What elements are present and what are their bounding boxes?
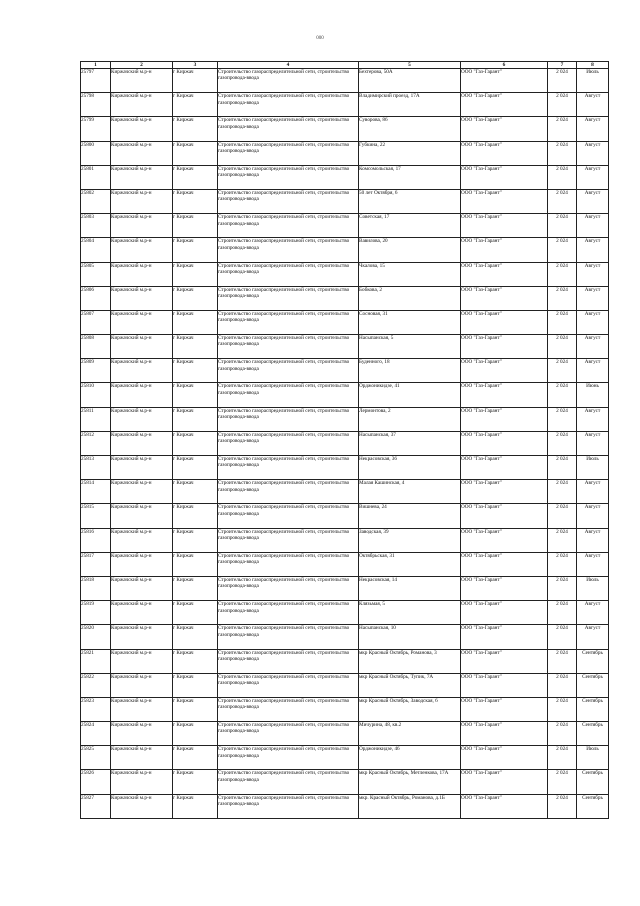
city-cell: г Киржач: [173, 625, 218, 649]
contractor-cell: ООО "Газ-Гарант": [461, 359, 548, 383]
table-row: [81, 141, 609, 165]
district-cell: Киржачский м.р-н: [111, 310, 173, 334]
work-description-cell: Строительство газораспределительной сети, строительство газопровода-ввода: [218, 238, 359, 262]
row-id: 25807: [81, 310, 111, 334]
address-cell: Некрасовская, 14: [359, 576, 461, 600]
contractor-cell: ООО "Газ-Гарант": [461, 69, 548, 93]
table-row: [81, 93, 609, 117]
table-row: [81, 214, 609, 238]
table-row: [81, 576, 609, 600]
district-cell: Киржачский м.р-н: [111, 552, 173, 576]
row-id: 25801: [81, 165, 111, 189]
work-description-cell: Строительство газораспределительной сети, строительство газопровода-ввода: [218, 359, 359, 383]
address-cell: Лермонтова, 2: [359, 407, 461, 431]
city-cell: г Киржач: [173, 504, 218, 528]
month-cell: Июнь: [577, 383, 609, 407]
city-cell: г Киржач: [173, 649, 218, 673]
district-cell: Киржачский м.р-н: [111, 673, 173, 697]
table-row: [81, 407, 609, 431]
table-row: [81, 794, 609, 818]
month-cell: Август: [577, 407, 609, 431]
register-table: [80, 61, 609, 819]
row-id: 25797: [81, 69, 111, 93]
address-cell: Малая Кашинская, 4: [359, 480, 461, 504]
month-cell: Август: [577, 625, 609, 649]
page-number: 000: [316, 36, 324, 41]
table-row: [81, 770, 609, 794]
work-description-cell: Строительство газораспределительной сети, строительство газопровода-ввода: [218, 407, 359, 431]
work-description-cell: Строительство газораспределительной сети, строительство газопровода-ввода: [218, 189, 359, 213]
work-description-cell: Строительство газораспределительной сети, строительство газопровода-ввода: [218, 480, 359, 504]
city-cell: г Киржач: [173, 794, 218, 818]
year-cell: 2 024: [548, 262, 577, 286]
work-description-cell: Строительство газораспределительной сети, строительство газопровода-ввода: [218, 456, 359, 480]
district-cell: Киржачский м.р-н: [111, 601, 173, 625]
address-cell: Мичурина, 48, кв.2: [359, 722, 461, 746]
year-cell: 2 024: [548, 528, 577, 552]
address-cell: Некрасовская, 36: [359, 456, 461, 480]
row-id: 25799: [81, 117, 111, 141]
table-row: [81, 528, 609, 552]
year-cell: 2 024: [548, 335, 577, 359]
year-cell: 2 024: [548, 238, 577, 262]
city-cell: г Киржач: [173, 528, 218, 552]
month-cell: Август: [577, 504, 609, 528]
row-id: 25822: [81, 673, 111, 697]
year-cell: 2 024: [548, 504, 577, 528]
city-cell: г Киржач: [173, 165, 218, 189]
row-id: 25814: [81, 480, 111, 504]
contractor-cell: ООО "Газ-Гарант": [461, 746, 548, 770]
year-cell: 2 024: [548, 359, 577, 383]
column-header: 4: [218, 62, 359, 69]
row-id: 25806: [81, 286, 111, 310]
table-row: [81, 286, 609, 310]
column-header: 8: [577, 62, 609, 69]
contractor-cell: ООО "Газ-Гарант": [461, 576, 548, 600]
table-row: [81, 722, 609, 746]
column-header: 2: [111, 62, 173, 69]
year-cell: 2 024: [548, 625, 577, 649]
row-id: 25818: [81, 576, 111, 600]
year-cell: 2 024: [548, 673, 577, 697]
row-id: 25821: [81, 649, 111, 673]
contractor-cell: ООО "Газ-Гарант": [461, 383, 548, 407]
contractor-cell: ООО "Газ-Гарант": [461, 214, 548, 238]
year-cell: 2 024: [548, 165, 577, 189]
work-description-cell: Строительство газораспределительной сети, строительство газопровода-ввода: [218, 165, 359, 189]
table-row: [81, 649, 609, 673]
table-row: [81, 431, 609, 455]
table-row: [81, 165, 609, 189]
district-cell: Киржачский м.р-н: [111, 625, 173, 649]
city-cell: г Киржач: [173, 262, 218, 286]
work-description-cell: Строительство газораспределительной сети, строительство газопровода-ввода: [218, 625, 359, 649]
row-id: 25817: [81, 552, 111, 576]
month-cell: Август: [577, 480, 609, 504]
month-cell: Август: [577, 552, 609, 576]
month-cell: Июль: [577, 576, 609, 600]
contractor-cell: ООО "Газ-Гарант": [461, 335, 548, 359]
work-description-cell: Строительство газораспределительной сети, строительство газопровода-ввода: [218, 214, 359, 238]
district-cell: Киржачский м.р-н: [111, 746, 173, 770]
table-row: [81, 746, 609, 770]
district-cell: Киржачский м.р-н: [111, 165, 173, 189]
city-cell: г Киржач: [173, 480, 218, 504]
row-id: 25812: [81, 431, 111, 455]
table-row: [81, 601, 609, 625]
row-id: 25823: [81, 697, 111, 721]
contractor-cell: ООО "Газ-Гарант": [461, 262, 548, 286]
month-cell: Август: [577, 359, 609, 383]
address-cell: Насыпанская, 37: [359, 431, 461, 455]
year-cell: 2 024: [548, 407, 577, 431]
table-row: [81, 310, 609, 334]
work-description-cell: Строительство газораспределительной сети, строительство газопровода-ввода: [218, 649, 359, 673]
district-cell: Киржачский м.р-н: [111, 504, 173, 528]
row-id: 25805: [81, 262, 111, 286]
year-cell: 2 024: [548, 649, 577, 673]
work-description-cell: Строительство газораспределительной сети, строительство газопровода-ввода: [218, 794, 359, 818]
district-cell: Киржачский м.р-н: [111, 214, 173, 238]
year-cell: 2 024: [548, 794, 577, 818]
year-cell: 2 024: [548, 383, 577, 407]
month-cell: Август: [577, 431, 609, 455]
row-id: 25811: [81, 407, 111, 431]
city-cell: г Киржач: [173, 383, 218, 407]
month-cell: Август: [577, 189, 609, 213]
contractor-cell: ООО "Газ-Гарант": [461, 552, 548, 576]
district-cell: Киржачский м.р-н: [111, 722, 173, 746]
district-cell: Киржачский м.р-н: [111, 141, 173, 165]
contractor-cell: ООО "Газ-Гарант": [461, 770, 548, 794]
contractor-cell: ООО "Газ-Гарант": [461, 625, 548, 649]
row-id: 25804: [81, 238, 111, 262]
work-description-cell: Строительство газораспределительной сети, строительство газопровода-ввода: [218, 722, 359, 746]
table-row: [81, 625, 609, 649]
district-cell: Киржачский м.р-н: [111, 286, 173, 310]
district-cell: Киржачский м.р-н: [111, 69, 173, 93]
address-cell: Вишнева, 24: [359, 504, 461, 528]
table-row: [81, 673, 609, 697]
month-cell: Сентябрь: [577, 770, 609, 794]
address-cell: мкр. Красный Октябрь, Романова, д.1Б: [359, 794, 461, 818]
city-cell: г Киржач: [173, 770, 218, 794]
year-cell: 2 024: [548, 480, 577, 504]
city-cell: г Киржач: [173, 673, 218, 697]
address-cell: мкр Красный Октябрь, Метленкова, 17А: [359, 770, 461, 794]
contractor-cell: ООО "Газ-Гарант": [461, 310, 548, 334]
district-cell: Киржачский м.р-н: [111, 576, 173, 600]
contractor-cell: ООО "Газ-Гарант": [461, 456, 548, 480]
table-row: [81, 238, 609, 262]
year-cell: 2 024: [548, 697, 577, 721]
district-cell: Киржачский м.р-н: [111, 335, 173, 359]
column-header: 7: [548, 62, 577, 69]
city-cell: г Киржач: [173, 238, 218, 262]
month-cell: Июль: [577, 746, 609, 770]
city-cell: г Киржач: [173, 746, 218, 770]
row-id: 25826: [81, 770, 111, 794]
work-description-cell: Строительство газораспределительной сети, строительство газопровода-ввода: [218, 141, 359, 165]
address-cell: Орджоникидзе, 41: [359, 383, 461, 407]
work-description-cell: Строительство газораспределительной сети, строительство газопровода-ввода: [218, 697, 359, 721]
address-cell: Орджоникидзе, 46: [359, 746, 461, 770]
year-cell: 2 024: [548, 69, 577, 93]
district-cell: Киржачский м.р-н: [111, 262, 173, 286]
city-cell: г Киржач: [173, 69, 218, 93]
table-row: [81, 189, 609, 213]
month-cell: Сентябрь: [577, 697, 609, 721]
contractor-cell: ООО "Газ-Гарант": [461, 528, 548, 552]
row-id: 25800: [81, 141, 111, 165]
row-id: 25815: [81, 504, 111, 528]
city-cell: г Киржач: [173, 214, 218, 238]
city-cell: г Киржач: [173, 335, 218, 359]
contractor-cell: ООО "Газ-Гарант": [461, 431, 548, 455]
year-cell: 2 024: [548, 141, 577, 165]
work-description-cell: Строительство газораспределительной сети, строительство газопровода-ввода: [218, 69, 359, 93]
district-cell: Киржачский м.р-н: [111, 189, 173, 213]
work-description-cell: Строительство газораспределительной сети, строительство газопровода-ввода: [218, 286, 359, 310]
table-row: [81, 480, 609, 504]
table-row: [81, 552, 609, 576]
row-id: 25810: [81, 383, 111, 407]
month-cell: Август: [577, 335, 609, 359]
table-row: [81, 504, 609, 528]
row-id: 25813: [81, 456, 111, 480]
year-cell: 2 024: [548, 286, 577, 310]
work-description-cell: Строительство газораспределительной сети, строительство газопровода-ввода: [218, 673, 359, 697]
district-cell: Киржачский м.р-н: [111, 528, 173, 552]
address-cell: Сосновая, 31: [359, 310, 461, 334]
table-row: [81, 456, 609, 480]
address-cell: Насыпанская, 5: [359, 335, 461, 359]
work-description-cell: Строительство газораспределительной сети, строительство газопровода-ввода: [218, 576, 359, 600]
district-cell: Киржачский м.р-н: [111, 456, 173, 480]
month-cell: Август: [577, 528, 609, 552]
year-cell: 2 024: [548, 576, 577, 600]
row-id: 25820: [81, 625, 111, 649]
work-description-cell: Строительство газораспределительной сети, строительство газопровода-ввода: [218, 770, 359, 794]
month-cell: Август: [577, 93, 609, 117]
table-row: [81, 383, 609, 407]
row-id: 25825: [81, 746, 111, 770]
contractor-cell: ООО "Газ-Гарант": [461, 673, 548, 697]
address-cell: Клязьмая, 5: [359, 601, 461, 625]
month-cell: Август: [577, 141, 609, 165]
address-cell: Суворова, 86: [359, 117, 461, 141]
table-row: [81, 335, 609, 359]
address-cell: Владимирский проезд, 17А: [359, 93, 461, 117]
column-header: 6: [461, 62, 548, 69]
address-cell: 50 лет Октября, 6: [359, 189, 461, 213]
contractor-cell: ООО "Газ-Гарант": [461, 286, 548, 310]
contractor-cell: ООО "Газ-Гарант": [461, 601, 548, 625]
row-id: 25824: [81, 722, 111, 746]
city-cell: г Киржач: [173, 601, 218, 625]
contractor-cell: ООО "Газ-Гарант": [461, 189, 548, 213]
district-cell: Киржачский м.р-н: [111, 697, 173, 721]
month-cell: Сентябрь: [577, 722, 609, 746]
year-cell: 2 024: [548, 722, 577, 746]
column-header: 5: [359, 62, 461, 69]
district-cell: Киржачский м.р-н: [111, 383, 173, 407]
year-cell: 2 024: [548, 93, 577, 117]
work-description-cell: Строительство газораспределительной сети, строительство газопровода-ввода: [218, 93, 359, 117]
table-row: [81, 69, 609, 93]
row-id: 25819: [81, 601, 111, 625]
month-cell: Август: [577, 310, 609, 334]
district-cell: Киржачский м.р-н: [111, 359, 173, 383]
contractor-cell: ООО "Газ-Гарант": [461, 407, 548, 431]
contractor-cell: ООО "Газ-Гарант": [461, 93, 548, 117]
month-cell: Август: [577, 238, 609, 262]
contractor-cell: ООО "Газ-Гарант": [461, 141, 548, 165]
header-row: [81, 62, 609, 69]
table-row: [81, 262, 609, 286]
year-cell: 2 024: [548, 552, 577, 576]
district-cell: Киржачский м.р-н: [111, 770, 173, 794]
work-description-cell: Строительство газораспределительной сети, строительство газопровода-ввода: [218, 262, 359, 286]
address-cell: мкр Красный Октябрь, Заводская, 6: [359, 697, 461, 721]
row-id: 25809: [81, 359, 111, 383]
year-cell: 2 024: [548, 214, 577, 238]
city-cell: г Киржач: [173, 407, 218, 431]
contractor-cell: ООО "Газ-Гарант": [461, 480, 548, 504]
city-cell: г Киржач: [173, 286, 218, 310]
month-cell: Август: [577, 286, 609, 310]
row-id: 25827: [81, 794, 111, 818]
month-cell: Август: [577, 601, 609, 625]
city-cell: г Киржач: [173, 697, 218, 721]
address-cell: Октябрьская, 31: [359, 552, 461, 576]
year-cell: 2 024: [548, 117, 577, 141]
city-cell: г Киржач: [173, 456, 218, 480]
work-description-cell: Строительство газораспределительной сети, строительство газопровода-ввода: [218, 383, 359, 407]
year-cell: 2 024: [548, 310, 577, 334]
contractor-cell: ООО "Газ-Гарант": [461, 722, 548, 746]
address-cell: Вавилова, 20: [359, 238, 461, 262]
row-id: 25798: [81, 93, 111, 117]
year-cell: 2 024: [548, 456, 577, 480]
work-description-cell: Строительство газораспределительной сети, строительство газопровода-ввода: [218, 528, 359, 552]
city-cell: г Киржач: [173, 310, 218, 334]
column-header: 1: [81, 62, 111, 69]
city-cell: г Киржач: [173, 359, 218, 383]
address-cell: Губкина, 22: [359, 141, 461, 165]
month-cell: Сентябрь: [577, 649, 609, 673]
city-cell: г Киржач: [173, 552, 218, 576]
work-description-cell: Строительство газораспределительной сети, строительство газопровода-ввода: [218, 552, 359, 576]
row-id: 25803: [81, 214, 111, 238]
district-cell: Киржачский м.р-н: [111, 649, 173, 673]
month-cell: Июль: [577, 69, 609, 93]
month-cell: Август: [577, 214, 609, 238]
district-cell: Киржачский м.р-н: [111, 431, 173, 455]
table-row: [81, 359, 609, 383]
row-id: 25802: [81, 189, 111, 213]
work-description-cell: Строительство газораспределительной сети, строительство газопровода-ввода: [218, 504, 359, 528]
year-cell: 2 024: [548, 746, 577, 770]
contractor-cell: ООО "Газ-Гарант": [461, 238, 548, 262]
month-cell: Август: [577, 117, 609, 141]
address-cell: Комсомольская, 17: [359, 165, 461, 189]
work-description-cell: Строительство газораспределительной сети, строительство газопровода-ввода: [218, 117, 359, 141]
contractor-cell: ООО "Газ-Гарант": [461, 117, 548, 141]
city-cell: г Киржач: [173, 576, 218, 600]
address-cell: мкр Красный Октябрь, Романова, 3: [359, 649, 461, 673]
month-cell: Август: [577, 262, 609, 286]
work-description-cell: Строительство газораспределительной сети, строительство газопровода-ввода: [218, 746, 359, 770]
city-cell: г Киржач: [173, 431, 218, 455]
city-cell: г Киржач: [173, 722, 218, 746]
district-cell: Киржачский м.р-н: [111, 407, 173, 431]
district-cell: Киржачский м.р-н: [111, 93, 173, 117]
address-cell: Заводская, 39: [359, 528, 461, 552]
work-description-cell: Строительство газораспределительной сети, строительство газопровода-ввода: [218, 310, 359, 334]
address-cell: Советская, 17: [359, 214, 461, 238]
address-cell: мкр Красный Октябрь, Тупик, 7А: [359, 673, 461, 697]
row-id: 25816: [81, 528, 111, 552]
column-header: 3: [173, 62, 218, 69]
year-cell: 2 024: [548, 189, 577, 213]
city-cell: г Киржач: [173, 189, 218, 213]
month-cell: Сентябрь: [577, 673, 609, 697]
table-row: [81, 697, 609, 721]
month-cell: Июль: [577, 456, 609, 480]
contractor-cell: ООО "Газ-Гарант": [461, 794, 548, 818]
contractor-cell: ООО "Газ-Гарант": [461, 649, 548, 673]
address-cell: Бехтерова, 50А: [359, 69, 461, 93]
district-cell: Киржачский м.р-н: [111, 238, 173, 262]
city-cell: г Киржач: [173, 117, 218, 141]
year-cell: 2 024: [548, 770, 577, 794]
city-cell: г Киржач: [173, 141, 218, 165]
work-description-cell: Строительство газораспределительной сети, строительство газопровода-ввода: [218, 431, 359, 455]
month-cell: Сентябрь: [577, 794, 609, 818]
row-id: 25808: [81, 335, 111, 359]
month-cell: Август: [577, 165, 609, 189]
district-cell: Киржачский м.р-н: [111, 794, 173, 818]
table-row: [81, 117, 609, 141]
district-cell: Киржачский м.р-н: [111, 480, 173, 504]
work-description-cell: Строительство газораспределительной сети, строительство газопровода-ввода: [218, 601, 359, 625]
city-cell: г Киржач: [173, 93, 218, 117]
year-cell: 2 024: [548, 431, 577, 455]
address-cell: Бобкова, 2: [359, 286, 461, 310]
district-cell: Киржачский м.р-н: [111, 117, 173, 141]
work-description-cell: Строительство газораспределительной сети, строительство газопровода-ввода: [218, 335, 359, 359]
year-cell: 2 024: [548, 601, 577, 625]
address-cell: Насыпанская, 10: [359, 625, 461, 649]
contractor-cell: ООО "Газ-Гарант": [461, 165, 548, 189]
address-cell: Чкалова, 15: [359, 262, 461, 286]
contractor-cell: ООО "Газ-Гарант": [461, 697, 548, 721]
address-cell: Буденного, 18: [359, 359, 461, 383]
contractor-cell: ООО "Газ-Гарант": [461, 504, 548, 528]
